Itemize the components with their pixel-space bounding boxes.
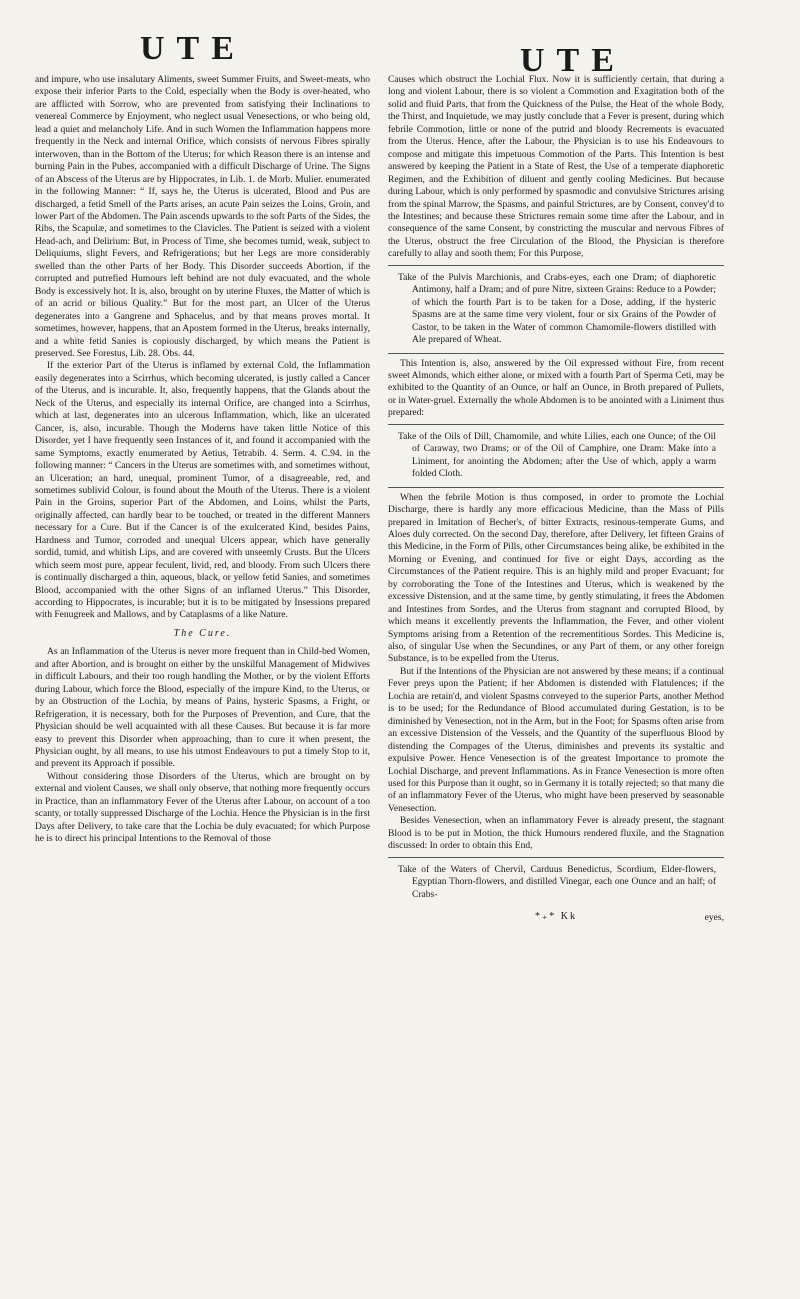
catchword: eyes, (704, 911, 724, 923)
prescription-text: Take of the Waters of Chervil, Carduus Benedictus, Scordium, Elder-flowers, Egyptian Thorn-flowers, and distilled Vinegar, each one Ounce and an half; of Crabs- (398, 863, 716, 900)
paragraph: As an Inflammation of the Uterus is never more frequent than in Child-bed Women, and after Abortion, and is brought on either by the unskilful Management of Midwives in difficult Labours, and their too rough handling the Mother, or by the violent Efforts during Labour, which force the Blood, especially of the impure Kind, to the Uterus, or by an Obstruction of the Lochia, by means of Pains, hysteric Spasms, a Fright, or Refrigeration, it is necessary, both for the Purposes of Prevention, and Cure, that the Physician should be well acquainted with all these Causes. But because it is far more easy to prevent this Disorder when approaching, than to cure it when present, the Physician ought, by all means, to use his utmost Endeavours to put a timely Stop to it, and prevent its Approach if possible. (35, 646, 370, 770)
paragraph: This Intention is, also, answered by the Oil expressed without Fire, from recent sweet Almonds, which either alone, or mixed with a fourth Part of Sperma Ceti, may be exhibited to the Quantity of an Ounce, or half an Ounce, in Broth prepared of Pullets, or in Water-gruel. Externally the whole Abdomen is to be anointed with a Liniment thus prepared: (388, 357, 724, 419)
running-head-left: UTE (140, 30, 246, 67)
prescription-text: Take of the Pulvis Marchionis, and Crabs-eyes, each one Dram; of diaphoretic Antimony, half a Dram; and of pure Nitre, sixteen Grains: Reduce to a Powder; of which the fourth Part is to be taken for a Dose, adding, if the hysteric Spasms are at the same time very violent, four or six Grains of the Powder of Castor, to be taken in the Water of common Chamomile-flowers distilled with Ale prepared of Wheat. (398, 271, 716, 346)
signature-mark: *₊* Kk (535, 911, 577, 923)
paragraph: If the exterior Part of the Uterus is inflamed by external Cold, the Inflammation easily degenerates into a Scirrhus, which becoming ulcerated, is justly called a Cancer of the Uterus, and is incurable. It, also, frequently happens, that the Glands about the Neck of the Uterus, and especially its internal Orifice, are changed into a Scirrhus, which at last, degenerates into an ulcerous Inflammation, which, like an ulcerated Cancer, is, also, incurable. Though the Moderns have taken little Notice of this Disorder, yet I have frequently seen Instances of it, and found it accompanied with the same Symptoms, exactly enumerated by Aetius, Tetrabib. 4. Serm. 4. C.94. in the following manner: “ Cancers in the Uterus are sometimes with, and sometimes without, an Ulceration; an hard, unequal, prominent Tumor, of a disagreeable, red, and sometimes sublivid Colour, is found about the Mouth of the Uterus. There is a violent Pain in the Groins, superior Part of the Abdomen, and Loins, whilst the Parts, originally affected, can hardly bear to be touched, or treated in the different Manners necessary for a Cure. But if the Cancer is of the exulcerated Kind, besides Pains, Hardness and Tumor, corroded and unequal Ulcers appear, which have generally sordid, tumid, and whitish Lips, and are covered with unseemly Crusts. But the Ulcers which seem most pure, appear feculent, livid, red, and bloody. From such Ulcers there is continually discharged a thin, aqueous, black, or yellow fetid Sanies, and sometimes Blood, accompanied with the other Signs of an inflamed Uterus.” This Disorder, according to Hippocrates, is incurable; but it is to be mitigated by Insessions prepared with Fenugreek and Mallows, and by Cataplasms of a like Nature. (35, 360, 370, 621)
paragraph: Besides Venesection, when an inflammatory Fever is already present, the stagnant Blood is to be put in Motion, the thick Humours rendered fluxile, and the Stagnation discussed: In order to obtain this End, (388, 815, 724, 852)
section-heading-cure: The Cure. (173, 627, 232, 639)
paragraph: Without considering those Disorders of the Uterus, which are brought on by external and violent Causes, we shall only observe, that nothing more frequently occurs in Practice, than an inflammatory Fever of the Uterus after Labour, on account of a too scanty, or totally suppressed Discharge of the Lochia. Hence the Physician is in the first Days after Delivery, to take care that the Lochia be duly evacuated; for which Purpose he is to direct his principal Intentions to the Removal of those (35, 770, 370, 845)
prescription-text: Take of the Oils of Dill, Chamomile, and white Lilies, each one Ounce; of the Oil of Caraway, two Drams; or of the Oil of Camphire, one Dram: Make into a Liniment, for anointing the Abdomen; after the Use of which, apply a warm folded Cloth. (398, 430, 716, 480)
prescription-box (388, 857, 724, 907)
right-column (388, 74, 724, 924)
paragraph: When the febrile Motion is thus composed, in order to promote the Lochial Discharge, there is hardly any more efficacious Medicine, than the Mass of Pills prepared in Imitation of Becher's, of bitter Extracts, resinous-temperate Gums, and Aloes duly corrected. On the second Day, therefore, after Delivery, let fifteen Grains of this Medicine, in the Form of Pills, other Circumstances being alike, be exhibited in the Morning or Evening, and continued for five or eight Days, according as the Circumstances of the Patient require. This is an highly mild and proper Evacuant; for by corroborating the Tone of the Intestines and Uterus, which is weakened by the excessive Distension, and at the same time, by gently stimulating, it frees the Abdomen and Intestines from Sordes, and the Uterus from stagnant and corrupted Blood, by which means it excellently prevents the Inflammation, the Fever, and other violent Symptoms arising from a Retention of the recrementitious Sordes. This Medicine is, also, of singular Use when the Secundines, or any Part of them, or any other foreign Substance, is to be expelled from the Uterus. (388, 491, 724, 665)
running-head-right: UTE (520, 42, 626, 79)
prescription-box (388, 265, 724, 354)
prescription-box (388, 424, 724, 488)
paragraph: But if the Intentions of the Physician are not answered by these means; if a continual Fever preys upon the Patient; if her Abdomen is distended with Flatulences; if the Lochia are retain'd, and violent Spasms conveyed to the superior Parts, another Method is to be used; for the Redundance of Blood accumulated during Gestation, is to be diminished by Venesection, not in the Arm, but in the Foot; for Spasms often arise from an excessive Distension of the Vessels, and the Quantity of the superfluous Blood by distending the Compages of the Uterus, diminishes and prevents its systaltic and expulsive Power. Hence Venesection is of the greatest Importance to promote the Lochial Discharge, and prevent Inflammations. As in France Venesection is more often used for this Purpose than it ought, so in Germany it is totally rejected; so that many die of an inflammatory Fever of the Uterus, who might have been preserved by seasonable Venesection. (388, 665, 724, 814)
paragraph: Causes which obstruct the Lochial Flux. Now it is sufficiently certain, that during a long and violent Labour, there is so violent a Commotion and Exagitation both of the solid and fluid Parts, that from the Quickness of the Pulse, the Heat of the whole Body, the Thirst, and Inquietude, we may justly conclude that a Fever is present, during which febrile Commotion, little or none of the putrid and bloody Recrements is evacuated from the Uterus. Hence, after the Labour, the Physician is to use his Endeavours to compose and mitigate this impetuous Commotion of the Parts. This Intention is best answered by keeping the Patient in a State of Rest, the Use of a temperate diaphoretic Regimen, and the Exhibition of diluent and gently cooling Medicines. But because during Labour, which is only performed by spasmodic and convulsive Strictures arising from the spinal Marrow, the Spasms, and painful Strictures, are by Consent, convey'd to the Intestines; and because these Strictures remain some time after the Labour, and in consequence of the same Consent, by constricting the muscular and nervous Fibres of the Uterus, obstruct the free Circulation of the Blood, the Physician is therefore carefully to allay and sooth them; For this Purpose, (388, 74, 724, 260)
left-column (35, 74, 370, 846)
paragraph: and impure, who use insalutary Aliments, sweet Summer Fruits, and Sweet-meats, who expose their inferior Parts to the Cold, especially when the Body is over-heated, who are afflicted with Sorrow, who are prevented from satisfying their Inclinations to venereal Commerce by Enjoyment, who neglect usual Venesections, or who being old, lead a quiet and melancholy Life. And in such Women the Inflammation happens more frequently in the Neck and internal Orifice, which consists of nervous Fibres spirally interwoven, than in the Bottom of the Uterus; for which Reason there is an intense and burning Pain in the Pubes, accompanied with a difficult Discharge of Urine. The Signs of an Abscess of the Uterus are by Hippocrates, in Lib. 1. de Morb. Mulier. enumerated in the following Manner: “ If, says he, the Uterus is ulcerated, Blood and Pus are discharged, a fetid Smell of the Parts arises, an acute Pain seizes the Loins, Groin, and lower Part of the Abdomen. The Pain ascends upwards to the soft Parts of the Sides, the Ribs, the Scapulæ, and sometimes to the Clavicles. The Patient is seized with a violent Head-ach, and Delirium: But, in Process of Time, she becomes tumid, weak, subject to Deliquiums, slight Fevers, and Refrigerations; but her Legs are more considerably swelled than the other Parts of her Body. This Disorder succeeds Abortion, if the corrupted and putrefied Humours left behind are not duly evacuated, and the whole Body is excessively hot. It is, also, brought on by uterine Fluxes, the Matter of which is of an acrid or bilious Quality.” But for the most part, an Ulcer of the Uterus degenerates into a Gangrene and Sphacelus, and by that means proves mortal. It sometimes, however, happens, that an Apostem formed in the Uterus, breaks internally, and a white fetid Sanies is copiously discharged, by which means the Patient is preserved. See Forestus, Lib. 28. Obs. 44. (35, 74, 370, 359)
